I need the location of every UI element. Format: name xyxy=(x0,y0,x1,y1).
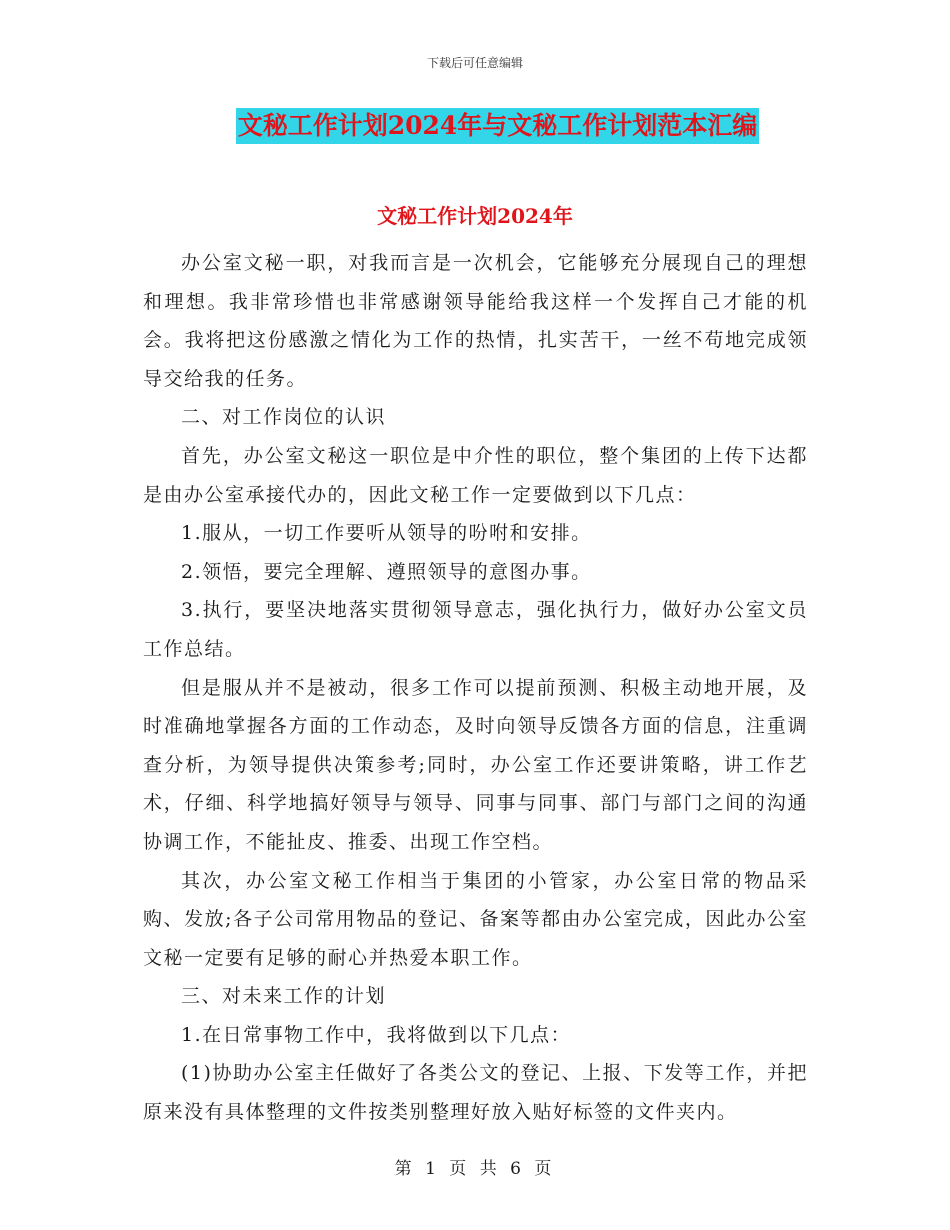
paragraph: 2.领悟，要完全理解、遵照领导的意图办事。 xyxy=(181,560,592,583)
paragraph: 1.服从，一切工作要听从领导的吩咐和安排。 xyxy=(181,522,592,545)
paragraph: 办公室文秘一职，对我而言是一次机会，它能够充分展现自己的理想和理想。我非常珍惜也非常感谢领导能给我这样一个发挥自己才能的机会。我将把这份感激之情化为工作的热情，扎实苦干，一丝不苟地完成领导交给我的任务。 xyxy=(143,252,808,390)
document-title-wrap xyxy=(0,108,950,144)
paragraph: 其次，办公室文秘工作相当于集团的小管家，办公室日常的物品采购、发放;各子公司常用物品的登记、备案等都由办公室完成，因此办公室文秘一定要有足够的耐心并热爱本职工作。 xyxy=(143,869,808,969)
page-number: 第 1 页 共 6 页 xyxy=(394,1159,556,1179)
paragraph: 三、对未来工作的计划 xyxy=(181,985,387,1008)
document-body xyxy=(143,244,808,1132)
document-title: 文秘工作计划2024年与文秘工作计划范本汇编 xyxy=(236,108,760,144)
paragraph: 1.在日常事物工作中，我将做到以下几点： xyxy=(181,1023,572,1046)
paragraph: 但是服从并不是被动，很多工作可以提前预测、积极主动地开展，及时准确地掌握各方面的工作动态，及时向领导反馈各方面的信息，注重调查分析，为领导提供决策参考;同时，办公室工作还要讲策略，讲工作艺术，仔细、科学地搞好领导与领导、同事与同事、部门与部门之间的沟通协调工作，不能扯皮、推委、出现工作空档。 xyxy=(143,676,808,853)
section-title: 文秘工作计划2024年 xyxy=(377,204,573,228)
header-note: 下载后可任意编辑 xyxy=(426,56,523,70)
paragraph: 首先，办公室文秘这一职位是中介性的职位，整个集团的上传下达都是由办公室承接代办的，因此文秘工作一定要做到以下几点： xyxy=(143,444,808,506)
paragraph: 二、对工作岗位的认识 xyxy=(181,406,387,429)
paragraph: 3.执行，要坚决地落实贯彻领导意志，强化执行力，做好办公室文员工作总结。 xyxy=(143,599,808,660)
paragraph: (1)协助办公室主任做好了各类公文的登记、上报、下发等工作，并把原来没有具体整理的文件按类别整理好放入贴好标签的文件夹内。 xyxy=(143,1062,808,1124)
